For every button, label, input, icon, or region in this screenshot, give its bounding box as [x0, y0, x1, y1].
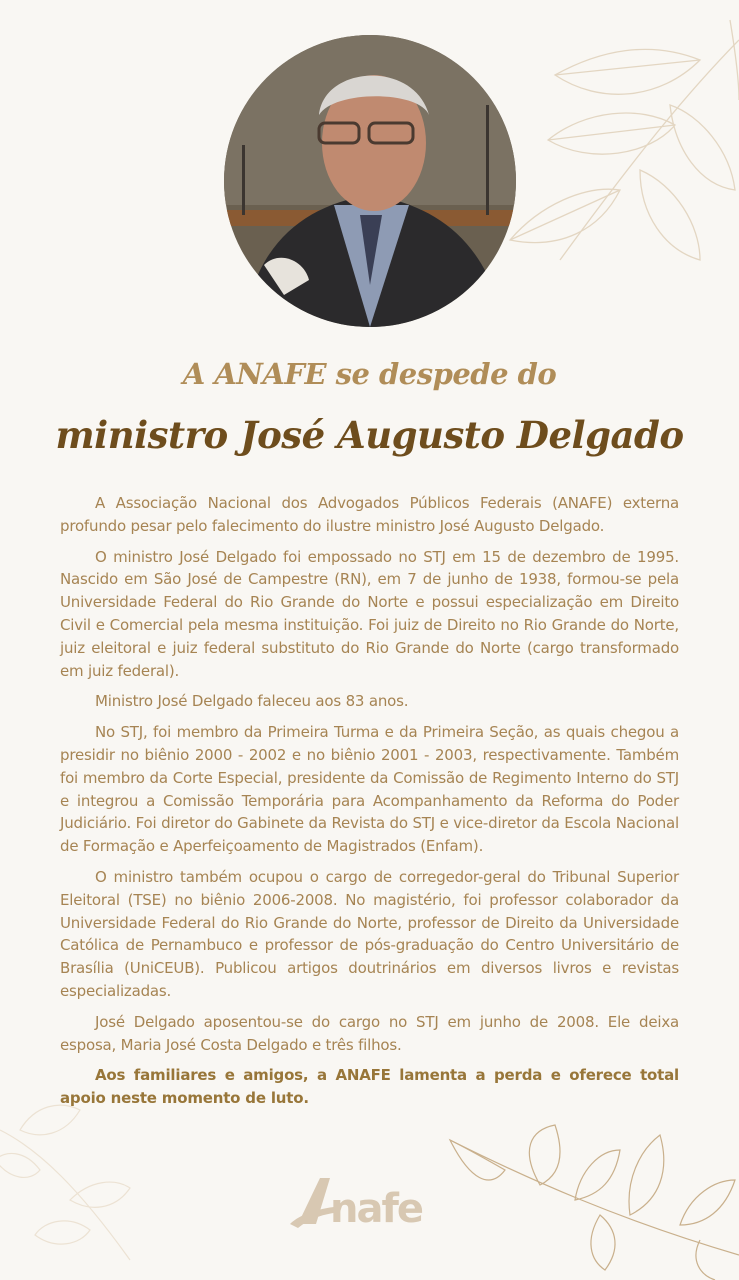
bottom-left-leaves-icon: [0, 1105, 130, 1260]
paragraph: José Delgado aposentou-se do cargo no STJ em junho de 2008. Ele deixa esposa, Maria José Costa Delgado e três filhos.: [60, 1012, 679, 1054]
logo-text: nafe: [330, 1186, 422, 1232]
paragraph: A Associação Nacional dos Advogados Públicos Federais (ANAFE) externa profundo pesar pelo falecimento do ilustre ministro José Augusto Delgado.: [60, 494, 679, 535]
closing-paragraph: Aos familiares e amigos, a ANAFE lamenta a perda e oferece total apoio neste momento de luto.: [60, 1066, 679, 1108]
top-right-leaves-icon: [510, 20, 739, 260]
paragraph: Ministro José Delgado faleceu aos 83 anos.: [95, 692, 409, 711]
paragraph: O ministro também ocupou o cargo de corregedor-geral do Tribunal Superior Eleitoral (TSE) no biênio 2006-2008. No magistério, foi professor colaborador da Universidade Federal do Rio Grande do Norte, professor de Direito da Universidade Católica de Pernambuco e professor de pós-graduação do Centro Universitário de Brasília (UniCEUB). Publicou artigos doutrinários em diversos livros e revistas especializadas.: [60, 867, 679, 1000]
bottom-right-leaves-icon: [450, 1125, 739, 1280]
title-line-2: ministro José Augusto Delgado: [55, 413, 684, 457]
portrait-photo-icon: [224, 35, 516, 327]
paragraph: No STJ, foi membro da Primeira Turma e da Primeira Seção, as quais chegou a presidir no biênio 2000 - 2002 e no biênio 2001 - 2003, respectivamente. Também foi membro da Corte Especial, presidente da Comissão de Regimento Interno do STJ e integrou a Comissão Temporária para Acompanhamento da Reforma do Poder Judiciário. Foi diretor do Gabinete da Revista do STJ e vice-diretor da Escola Nacional de Formação e Aperfeiçoamento de Magistrados (Enfam).: [60, 723, 679, 856]
paragraph: O ministro José Delgado foi empossado no STJ em 15 de dezembro de 1995. Nascido em São José de Campestre (RN), em 7 de junho de 1938, formou-se pela Universidade Federal do Rio Grande do Norte e possui especialização em Direito Civil e Comercial pela mesma instituição. Foi juiz de Direito no Rio Grande do Norte, juiz eleitoral e juiz federal substituto do Rio Grande do Norte (cargo transformado em juiz federal).: [60, 547, 679, 680]
title-line-1: A ANAFE se despede do: [182, 357, 557, 391]
portrait-photo: [224, 35, 516, 327]
anafe-logo-icon: [290, 1172, 460, 1232]
article-body: [60, 492, 679, 1118]
